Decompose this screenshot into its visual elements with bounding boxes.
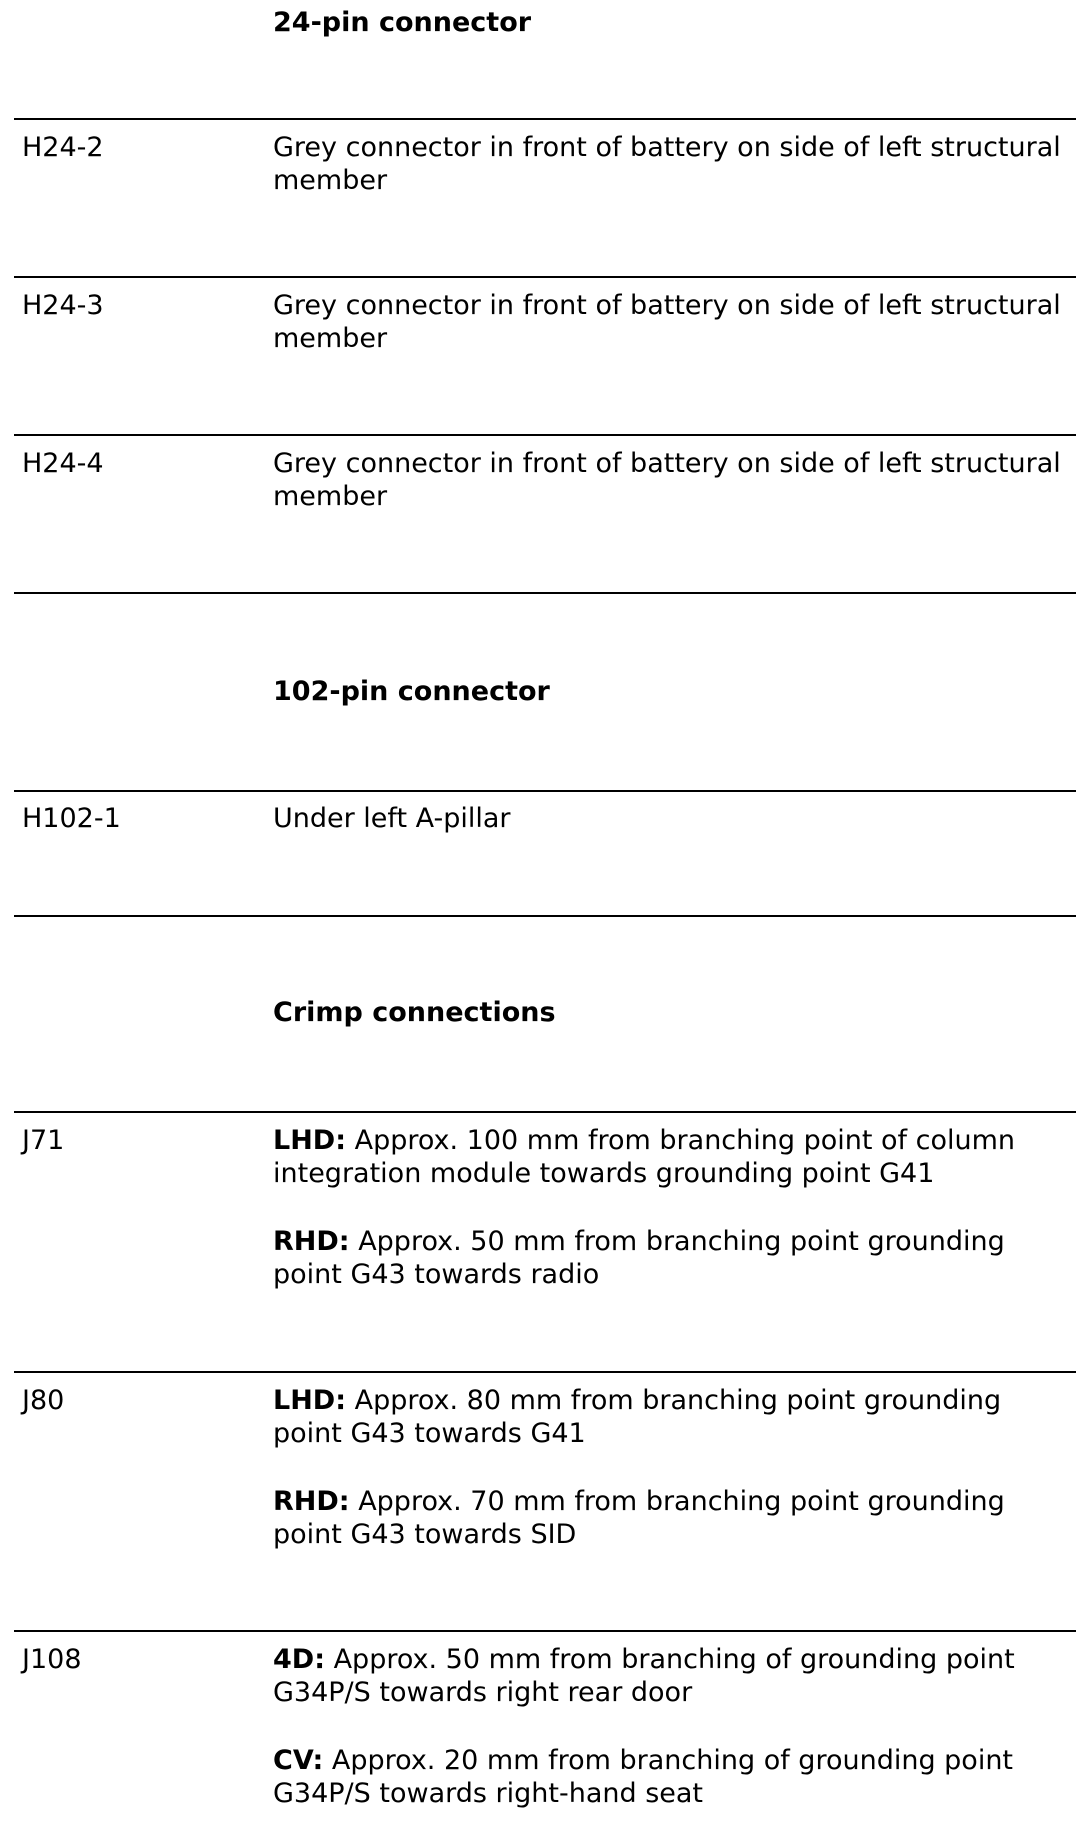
description-text: Grey connector in front of battery on side of left structural member [273, 290, 1061, 354]
description-paragraph [273, 1485, 1073, 1551]
section-heading-24-pin: 24-pin connector [273, 7, 532, 38]
connector-code: H102-1 [22, 803, 121, 834]
row-divider [14, 790, 1076, 792]
description-text: Under left A-pillar [273, 803, 511, 834]
location-description [273, 447, 1073, 513]
description-paragraph [273, 289, 1073, 355]
row-divider [14, 118, 1076, 120]
connector-code: H24-2 [22, 132, 104, 163]
variant-label: 4D: [273, 1644, 325, 1675]
location-description [273, 131, 1073, 197]
description-text: Grey connector in front of battery on side of left structural member [273, 132, 1061, 196]
description-paragraph [273, 1384, 1073, 1450]
location-description [273, 1124, 1073, 1291]
row-divider [14, 1111, 1076, 1113]
variant-label: RHD: [273, 1486, 350, 1517]
description-paragraph [273, 1744, 1073, 1810]
location-description [273, 1643, 1073, 1810]
description-paragraph [273, 802, 1073, 835]
row-divider [14, 1371, 1076, 1373]
connector-code: J108 [22, 1644, 82, 1675]
description-text: Approx. 80 mm from branching point grounding point G43 towards G41 [273, 1385, 1002, 1449]
description-paragraph [273, 447, 1073, 513]
location-description [273, 802, 1073, 835]
variant-label: LHD: [273, 1125, 347, 1156]
variant-label: LHD: [273, 1385, 347, 1416]
connector-code: J71 [22, 1125, 65, 1156]
location-description [273, 289, 1073, 355]
location-description [273, 1384, 1073, 1551]
description-text: Approx. 50 mm from branching of grounding point G34P/S towards right rear door [273, 1644, 1015, 1708]
variant-label: RHD: [273, 1226, 350, 1257]
description-text: Approx. 20 mm from branching of grounding point G34P/S towards right-hand seat [273, 1745, 1014, 1809]
row-divider [14, 1630, 1076, 1632]
section-divider [14, 915, 1076, 917]
row-divider [14, 276, 1076, 278]
connector-code: H24-4 [22, 448, 104, 479]
variant-label: CV: [273, 1745, 324, 1776]
description-text: Grey connector in front of battery on side of left structural member [273, 448, 1061, 512]
description-paragraph [273, 131, 1073, 197]
connector-code: H24-3 [22, 290, 104, 321]
description-paragraph [273, 1643, 1073, 1709]
description-paragraph [273, 1124, 1073, 1190]
description-paragraph [273, 1225, 1073, 1291]
row-divider [14, 434, 1076, 436]
description-text: Approx. 100 mm from branching point of column integration module towards grounding point G41 [273, 1125, 1016, 1189]
section-heading-102-pin: 102-pin connector [273, 676, 550, 707]
description-text: Approx. 70 mm from branching point grounding point G43 towards SID [273, 1486, 1005, 1550]
section-divider [14, 592, 1076, 594]
description-text: Approx. 50 mm from branching point grounding point G43 towards radio [273, 1226, 1005, 1290]
section-heading-crimp-connections: Crimp connections [273, 997, 556, 1028]
connector-code: J80 [22, 1385, 65, 1416]
